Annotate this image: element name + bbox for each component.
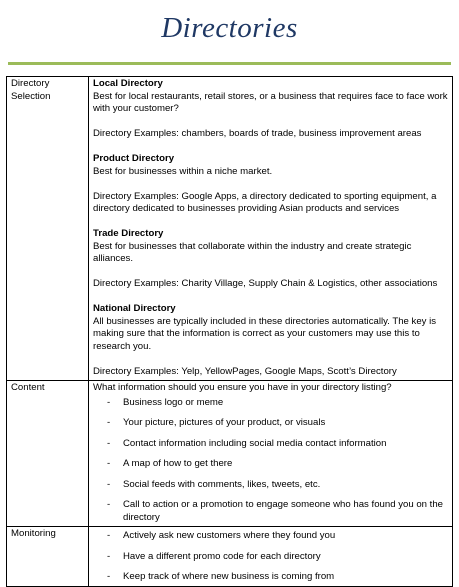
dash-bullet: - (107, 437, 111, 449)
list-item-text: Social feeds with comments, likes, tweets, etc. (123, 478, 321, 490)
section-description: Best for local restaurants, retail stores, or a business that requires face to face work with your customer? (93, 90, 448, 114)
section-description: All businesses are typically included in these directories automatically. The key is making sure that the information is correct as your customers may use this to research you. (93, 315, 437, 352)
list-item (93, 479, 448, 492)
list-item-text: Call to action or a promotion to engage someone who has found you on the directory (123, 499, 444, 523)
section-examples: Directory Examples: Charity Village, Supply Chain & Logistics, other associations (93, 278, 438, 289)
section-description: Best for businesses that collaborate within the industry and create strategic alliances. (93, 240, 412, 264)
list-item-text: Business logo or meme (123, 396, 224, 408)
section-trade-directory (93, 228, 448, 291)
dash-bullet: - (107, 458, 111, 469)
content-lead: What information should you ensure you have in your directory listing? (93, 382, 392, 393)
dash-bullet: - (107, 550, 111, 562)
dash-bullet: - (107, 396, 111, 408)
title-divider (8, 62, 451, 65)
list-item-text: A map of how to get there (123, 458, 233, 469)
table-row (7, 381, 453, 527)
section-heading: Product Directory (93, 153, 175, 164)
table-row (7, 527, 453, 587)
list-item (93, 530, 448, 543)
dash-bullet: - (107, 499, 111, 510)
row-label-directory-selection: Directory Selection (7, 77, 89, 381)
directories-table (6, 76, 453, 587)
list-item-text: Contact information including social media contact information (123, 437, 387, 449)
list-item (93, 551, 448, 564)
content-cell (89, 381, 453, 527)
list-item (93, 458, 448, 471)
list-item (93, 438, 448, 451)
dash-bullet: - (107, 478, 111, 490)
list-item (93, 571, 448, 584)
list-item-text: Have a different promo code for each directory (123, 550, 321, 562)
section-heading: Local Directory (93, 78, 163, 89)
page-title: Directories (161, 12, 298, 44)
list-item-text: Actively ask new customers where they found you (123, 530, 336, 541)
list-item-text: Keep track of where new business is coming from (123, 571, 335, 582)
table-row (7, 77, 453, 381)
dash-bullet: - (107, 571, 111, 582)
section-heading: Trade Directory (93, 228, 164, 239)
section-description: Best for businesses within a niche market. (93, 165, 273, 177)
section-product-directory (93, 153, 448, 216)
row-label-monitoring: Monitoring (7, 527, 89, 587)
list-item (93, 417, 448, 430)
section-examples: Directory Examples: chambers, boards of trade, business improvement areas (93, 128, 422, 139)
directory-selection-cell (89, 77, 453, 381)
list-item-text: Your picture, pictures of your product, or visuals (123, 417, 326, 428)
list-item (93, 499, 448, 524)
section-examples: Directory Examples: Google Apps, a directory dedicated to sporting equipment, a directory dedicated to businesses providing Asian products and services (93, 190, 437, 214)
section-local-directory (93, 78, 448, 141)
content-list (93, 397, 448, 525)
row-label-content: Content (7, 381, 89, 527)
dash-bullet: - (107, 530, 111, 541)
list-item (93, 397, 448, 410)
section-national-directory (93, 303, 448, 378)
section-heading: National Directory (93, 303, 176, 314)
dash-bullet: - (107, 417, 111, 428)
monitoring-list (93, 530, 448, 584)
monitoring-cell (89, 527, 453, 587)
section-examples: Directory Examples: Yelp, YellowPages, Google Maps, Scott’s Directory (93, 365, 397, 377)
